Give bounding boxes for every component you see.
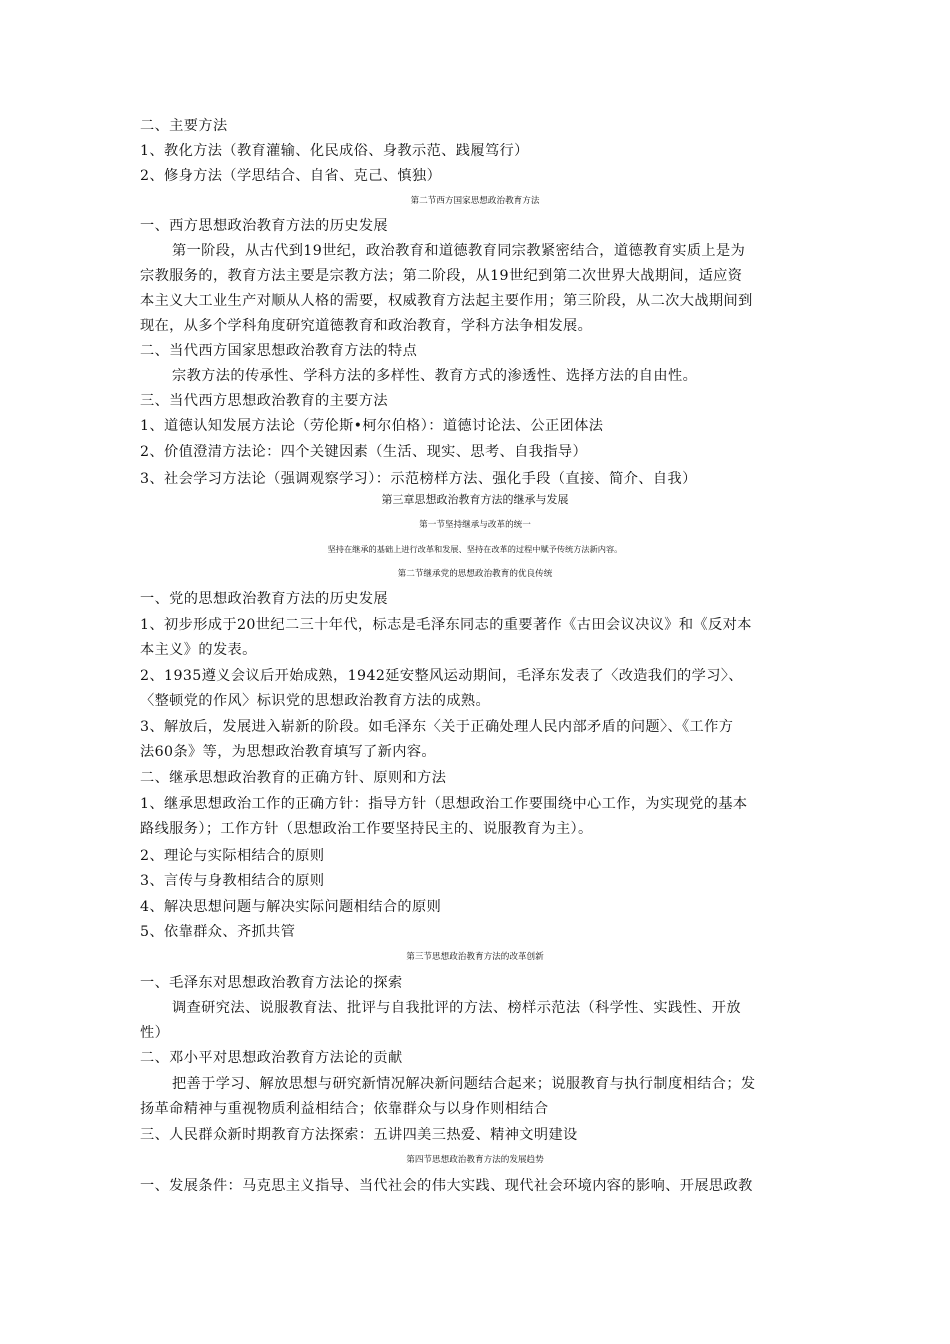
section-title: 第二节继承党的思想政治教育的优良传统	[397, 569, 553, 579]
section-heading: 三、人民群众新时期教育方法探索：五讲四美三热爱、精神文明建设	[140, 1127, 578, 1143]
section-heading: 一、西方思想政治教育方法的历史发展	[140, 218, 388, 234]
list-item: 2、价值澄清方法论：四个关键因素（生活、现实、思考、自我指导）	[140, 444, 588, 460]
paragraph-line: 第一阶段，从古代到19世纪，政治教育和道德教育同宗教紧密结合，道德教育实质上是为	[172, 243, 746, 259]
list-item: 1、继承思想政治工作的正确方针：指导方针（思想政治工作要围绕中心工作，为实现党的基本	[140, 796, 748, 812]
section-title: 第四节思想政治教育方法的发展趋势	[406, 1155, 544, 1165]
paragraph-line: 宗教服务的，教育方法主要是宗教方法；第二阶段，从19世纪到第二次世界大战期间，适应资	[140, 268, 743, 284]
section-title: 第三节思想政治教育方法的改革创新	[406, 952, 544, 962]
section-heading: 一、党的思想政治教育方法的历史发展	[140, 591, 388, 607]
paragraph-line: 宗教方法的传承性、学科方法的多样性、教育方式的渗透性、选择方法的自由性。	[172, 368, 698, 384]
paragraph-line: 现在，从多个学科角度研究道德教育和政治教育，学科方法争相发展。	[140, 318, 593, 334]
section-heading: 三、当代西方思想政治教育的主要方法	[140, 393, 388, 409]
list-item: 1、道德认知发展方法论（劳伦斯•柯尔伯格）：道德讨论法、公正团体法	[140, 418, 604, 434]
paragraph-line: 把善于学习、解放思想与研究新情况解决新问题结合起来；说服教育与执行制度相结合；发	[172, 1076, 756, 1092]
list-item: 3、解放后，发展进入崭新的阶段。如毛泽东〈关于正确处理人民内部矛盾的问题〉、《工作方	[140, 719, 734, 735]
list-item: 〈整顿党的作风〉标识党的思想政治教育方法的成熟。	[140, 693, 491, 709]
list-item: 1、初步形成于20世纪二三十年代，标志是毛泽东同志的重要著作《古田会议决议》和《反对本	[140, 617, 752, 633]
list-item: 本主义》的发表。	[140, 642, 257, 658]
list-item: 3、社会学习方法论（强调观察学习）：示范榜样方法、强化手段（直接、简介、自我）	[140, 471, 697, 487]
paragraph-line: 坚持在继承的基础上进行改革和发展、坚持在改革的过程中赋予传统方法新内容。	[327, 544, 623, 554]
list-item: 2、1935遵义会议后开始成熟，1942延安整风运动期间，毛泽东发表了〈改造我们的学习〉、	[140, 668, 743, 684]
list-item: 2、修身方法（学思结合、自省、克己、慎独）	[140, 168, 442, 184]
list-item: 4、解决思想问题与解决实际问题相结合的原则	[140, 899, 442, 915]
section-heading: 二、主要方法	[140, 118, 228, 134]
list-item: 路线服务）；工作方针（思想政治工作要坚持民主的、说服教育为主）。	[140, 821, 593, 837]
section-title: 第一节坚持继承与改革的统一	[419, 520, 531, 530]
paragraph-line: 本主义大工业生产对顺从人格的需要，权威教育方法起主要作用；第三阶段，从二次大战期间到	[140, 293, 753, 309]
list-item: 3、言传与身教相结合的原则	[140, 873, 325, 889]
section-heading: 二、继承思想政治教育的正确方针、原则和方法	[140, 770, 447, 786]
list-item: 1、教化方法（教育灌输、化民成俗、身教示范、践履笃行）	[140, 143, 529, 159]
list-item: 法60条》等，为思想政治教育填写了新内容。	[140, 744, 437, 760]
section-heading: 二、邓小平对思想政治教育方法论的贡献	[140, 1050, 403, 1066]
list-item: 5、依靠群众、齐抓共管	[140, 924, 296, 940]
paragraph-line: 调查研究法、说服教育法、批评与自我批评的方法、榜样示范法（科学性、实践性、开放	[172, 1000, 741, 1016]
section-heading: 一、发展条件：马克思主义指导、当代社会的伟大实践、现代社会环境内容的影响、开展思政教	[140, 1178, 753, 1194]
paragraph-line: 扬革命精神与重视物质利益相结合；依靠群众与以身作则相结合	[140, 1101, 549, 1117]
section-heading: 二、当代西方国家思想政治教育方法的特点	[140, 343, 418, 359]
section-title: 第二节西方国家思想政治教育方法	[410, 196, 540, 206]
section-heading: 一、毛泽东对思想政治教育方法论的探索	[140, 975, 403, 991]
list-item: 2、理论与实际相结合的原则	[140, 848, 325, 864]
paragraph-line: 性）	[140, 1025, 170, 1041]
chapter-title: 第三章思想政治教育方法的继承与发展	[381, 493, 569, 506]
